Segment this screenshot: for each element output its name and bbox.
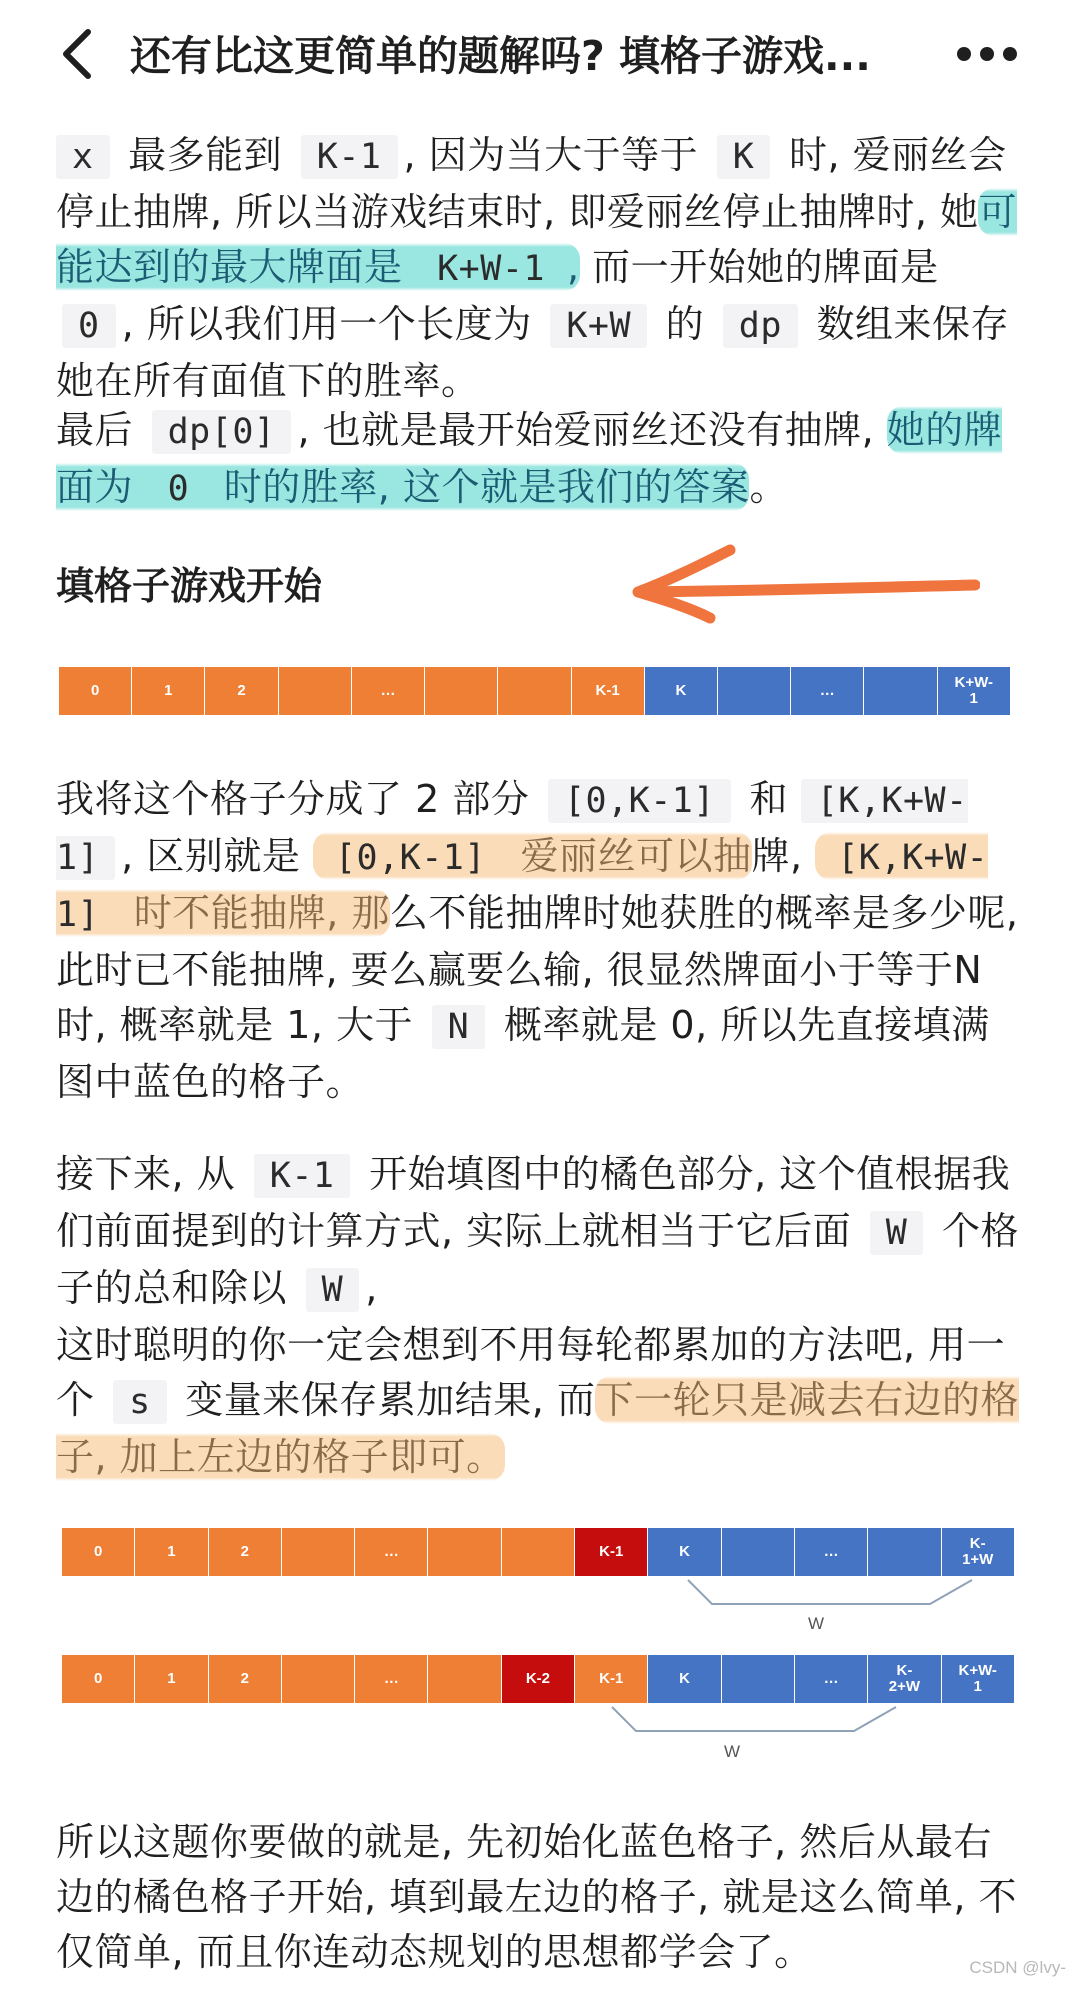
paragraph-fill-orange [56, 1147, 1026, 1485]
grid-cell: K- 1+W [942, 1528, 1015, 1576]
grid-cell: 1 [135, 1528, 208, 1576]
cell-grid-3 [62, 1655, 1015, 1703]
page-title: 还有比这更简单的题解吗? 填格子游戏... [130, 32, 871, 80]
grid-cell: 2 [205, 667, 278, 715]
text: 最多能到 [128, 133, 283, 177]
grid-cell [282, 1528, 355, 1576]
highlight-text: 可能达到的最大牌面是 [56, 190, 1017, 289]
hand-drawn-arrow-annotation [620, 530, 980, 630]
grid-cell: 1 [135, 1655, 208, 1703]
more-horizontal-icon [952, 24, 1022, 84]
text: 和 [749, 777, 789, 821]
text: 我将这个格子分成了 2 部分 [56, 777, 530, 821]
back-button[interactable] [50, 24, 110, 84]
text: 最后 [56, 408, 134, 452]
highlight-text: 时不能抽牌, 那 [133, 891, 390, 935]
text: 么不能抽牌时她获胜的概率是多少呢, 此时已不能抽牌, 要么赢要么输, 很显然牌面小于等于N时, 概率就是 1, 大于 [56, 891, 1019, 1047]
grid-cell [502, 1528, 575, 1576]
grid-cell [722, 1655, 795, 1703]
section-heading: 填格子游戏开始 [56, 564, 323, 608]
highlight-orange [313, 832, 752, 880]
paragraph-grid-parts [56, 772, 1026, 1110]
text: 变量来保存累加结果, 而 [185, 1378, 596, 1422]
grid-cell [428, 1528, 501, 1576]
grid-cell [282, 1655, 355, 1703]
text: , 因为当大于等于 [403, 133, 699, 177]
window-label-w: W [808, 1614, 825, 1633]
inline-code: 0 [167, 469, 190, 509]
window-bracket-3 [604, 1705, 904, 1735]
text: , 也就是最开始爱丽丝还没有抽牌, [297, 408, 887, 452]
inline-code: W [870, 1211, 924, 1255]
text: , [365, 1266, 378, 1310]
more-options-button[interactable] [952, 24, 1022, 84]
inline-code: K-1 [301, 135, 398, 179]
inline-code: [K,K+W-1] [56, 838, 989, 935]
inline-code: 0 [62, 304, 116, 348]
grid-cell: 1 [132, 667, 205, 715]
grid-cell: 0 [62, 1528, 135, 1576]
text: 的 [665, 302, 705, 346]
grid-cell: K+W- 1 [938, 667, 1011, 715]
grid-cell: K-1 [575, 1528, 648, 1576]
highlight-text: 爱丽丝可以抽 [520, 834, 752, 878]
window-label-w: W [724, 1742, 741, 1761]
text: , 所以我们用一个长度为 [121, 302, 532, 346]
grid-cell [718, 667, 791, 715]
grid-cell: … [352, 667, 425, 715]
grid-cell: 2 [209, 1528, 282, 1576]
grid-cell: 0 [59, 667, 132, 715]
grid-cell: K+W- 1 [942, 1655, 1015, 1703]
inline-code: dp[0] [152, 410, 292, 454]
grid-cell [428, 1655, 501, 1703]
highlight-orange: 下一轮只是减去右边的格子, 加上左边的格子即可。 [56, 1378, 1019, 1479]
grid-cell: K [648, 1528, 721, 1576]
text: 数组来保存她在所有面值下的胜率。 [56, 302, 1010, 403]
cell-grid-2 [62, 1528, 1015, 1576]
paragraph-answer [56, 403, 1026, 517]
text: 时, 爱丽丝会停止抽牌, 所以当游戏结束时, 即爱丽丝停止抽牌时, 她 [56, 133, 1007, 234]
text: 而一开始她的牌面是 [579, 245, 939, 289]
grid-cell: 2 [209, 1655, 282, 1703]
text: 开始填图中的橘色部分, 这个值根据我们前面提到的计算方式, 实际上就相当于它后面 [56, 1152, 1011, 1253]
text: 这时聪明的你一定会想到不用每轮都累加的方法吧, 用一个 [56, 1323, 1006, 1422]
top-app-bar [0, 0, 1080, 110]
text: 个格子的总和除以 [56, 1209, 1019, 1310]
paragraph-dp-explanation [56, 128, 1026, 409]
inline-code: K [717, 135, 771, 179]
grid-cell: K-1 [572, 667, 645, 715]
grid-cell [722, 1528, 795, 1576]
inline-code: W [306, 1268, 360, 1312]
text: 接下来, 从 [56, 1152, 236, 1196]
inline-code: N [432, 1005, 486, 1049]
grid-cell: … [355, 1655, 428, 1703]
watermark: CSDN @lvy- [969, 1958, 1066, 1977]
inline-code: dp [723, 304, 798, 348]
grid-cell: K-2 [502, 1655, 575, 1703]
inline-code: K+W [550, 304, 647, 348]
grid-cell [868, 1528, 941, 1576]
text: 牌, [751, 834, 803, 878]
grid-cell: K [648, 1655, 721, 1703]
grid-cell [425, 667, 498, 715]
grid-cell: … [795, 1528, 868, 1576]
grid-cell: K [645, 667, 718, 715]
highlight-text: , [566, 245, 580, 289]
grid-cell: K- 2+W [868, 1655, 941, 1703]
highlight-text: 她的牌面为 [56, 408, 1003, 509]
inline-code: s [113, 1380, 167, 1424]
text: 概率就是 0, 所以先直接填满图中蓝色的格子。 [56, 1003, 990, 1104]
inline-code: [0,K-1] [548, 779, 731, 823]
inline-code: [K,K+W-1] [56, 781, 968, 878]
chevron-left-icon [50, 24, 110, 84]
text: 。 [749, 465, 788, 509]
grid-cell [279, 667, 352, 715]
grid-cell: K-1 [575, 1655, 648, 1703]
highlight-text: 时的胜率, 这个就是我们的答案 [223, 465, 750, 509]
grid-cell: 0 [62, 1655, 135, 1703]
grid-cell [498, 667, 571, 715]
inline-code: [0,K-1] [334, 838, 486, 878]
inline-code: K-1 [254, 1154, 351, 1198]
grid-cell: … [795, 1655, 868, 1703]
grid-cell: … [791, 667, 864, 715]
cell-grid-1 [59, 667, 1011, 715]
inline-code: K+W-1 [437, 249, 545, 289]
grid-cell [864, 667, 937, 715]
inline-code: x [56, 135, 110, 179]
window-bracket-2 [680, 1578, 980, 1608]
paragraph-summary: 所以这题你要做的就是, 先初始化蓝色格子, 然后从最右边的橘色格子开始, 填到最左边的格子, 就是这么简单, 不仅简单, 而且你连动态规划的思想都学会了。 [56, 1820, 1017, 1974]
text: , 区别就是 [121, 834, 301, 878]
grid-cell: … [355, 1528, 428, 1576]
